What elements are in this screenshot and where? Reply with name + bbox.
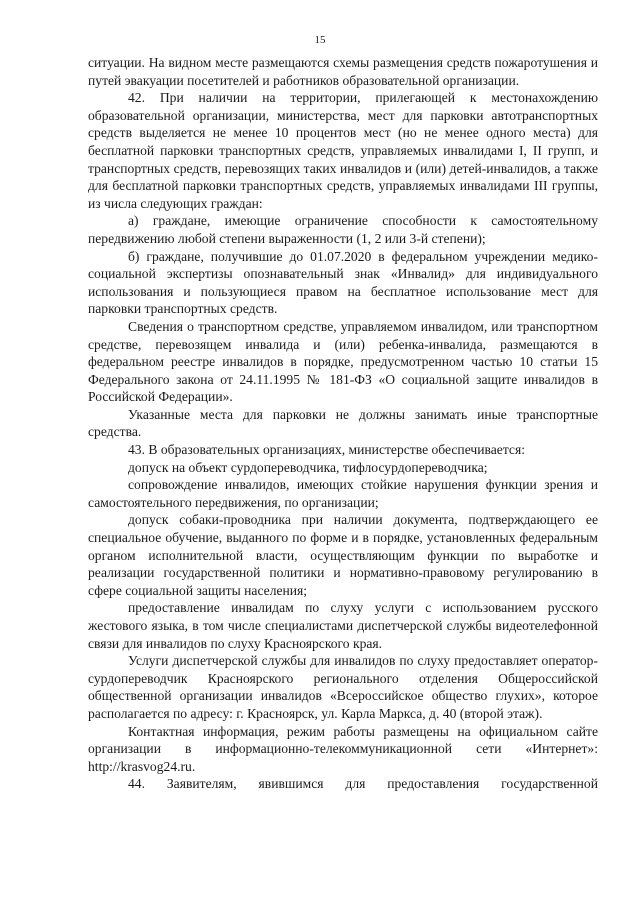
paragraph: Услуги диспетчерской службы для инвалидов по слуху предоставляет оператор-сурдопереводчик Красноярского регионального отделения Общероссийской общественной организации инвалидов «Всероссийское общество глухих», которое располагается по адресу: г. Красноярск, ул. Карла Маркса, д. 40 (второй этаж). xyxy=(88,653,598,721)
document-body xyxy=(88,54,598,793)
paragraph: б) граждане, получившие до 01.07.2020 в федеральном учреждении медико-социальной экспертизы опознавательный знак «Инвалид» для индивидуального использования и пользующиеся правом на бесплатное использование мест для парковки транспортных средств. xyxy=(88,248,598,317)
paragraph: допуск собаки-проводника при наличии документа, подтверждающего ее специальное обучение, выданного по форме и в порядке, установленных федеральным органом исполнительной власти, осуществляющим функции по выработке и реализации государственной политики и нормативно-правовому регулированию в сфере социальной защиты населения; xyxy=(88,512,598,598)
paragraph: Сведения о транспортном средстве, управляемом инвалидом, или транспортном средстве, перевозящем инвалида и (или) ребенка-инвалида, размещаются в федеральном реестре инвалидов в порядке, предусмотренном частью 10 статьи 15 Федерального закона от 24.11.1995 № 181-ФЗ «О социальной защите инвалидов в Российской Федерации». xyxy=(88,318,598,405)
paragraph: а) граждане, имеющие ограничение способности к самостоятельному передвижению любой степени выраженности (1, 2 или 3-й степени); xyxy=(88,213,598,246)
paragraph: сопровождение инвалидов, имеющих стойкие нарушения функции зрения и самостоятельного передвижения, по организации; xyxy=(88,477,598,510)
paragraph: 43. В образовательных организациях, министерстве обеспечивается: xyxy=(128,442,525,458)
paragraph: 42. При наличии на территории, прилегающей к местонахождению образовательной организации, министерства, мест для парковки автотранспортных средств выделяется не менее 10 процентов мест (но не менее одного места) для бесплатной парковки транспортных средств, управляемых инвалидами I, II групп, и транспортных средств, перевозящих таких инвалидов и (или) детей-инвалидов, а также для бесплатной парковки транспортных средств, управляемых инвалидами III группы, из числа следующих граждан: xyxy=(88,90,598,211)
paragraph: Контактная информация, режим работы размещены на официальном сайте организации в информационно-телекоммуникационной сети «Интернет»: http://krasvog24.ru. xyxy=(88,723,598,774)
paragraph: допуск на объект сурдопереводчика, тифлосурдопереводчика; xyxy=(128,459,488,475)
paragraph: 44. Заявителям, явившимся для предоставления государственной xyxy=(128,776,598,792)
paragraph: ситуации. На видном месте размещаются схемы размещения средств пожаротушения и путей эвакуации посетителей и работников образовательной организации. xyxy=(88,55,598,88)
page-number: 15 xyxy=(314,34,326,46)
paragraph: предоставление инвалидам по слуху услуги с использованием русского жестового языка, в том числе специалистами диспетчерской службы видеотелефонной связи для инвалидов по слуху Красноярского края. xyxy=(88,600,598,651)
paragraph: Указанные места для парковки не должны занимать иные транспортные средства. xyxy=(88,406,598,440)
